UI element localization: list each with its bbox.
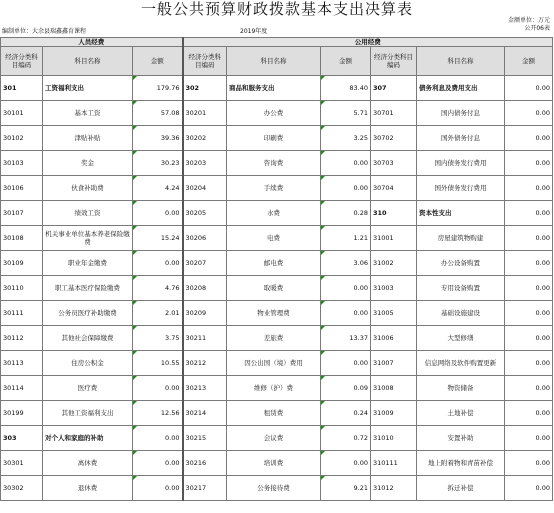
econ-code-cell: 30207 <box>183 251 227 276</box>
fiscal-year: 2019年度 <box>240 28 268 35</box>
table-row <box>1 401 553 426</box>
amount-cell: 0.00 <box>505 201 553 226</box>
table-row <box>1 351 553 376</box>
amount-cell: 0.00 <box>505 276 553 301</box>
item-name-cell: 信息网络及软件购置更新 <box>417 351 505 376</box>
amount-cell: 0.72 <box>321 426 371 451</box>
item-name-cell: 离休费 <box>43 451 133 476</box>
econ-code-cell: 302 <box>183 76 227 101</box>
econ-code-cell: 30215 <box>183 426 227 451</box>
amount-cell: 0.00 <box>321 151 371 176</box>
item-name-cell: 维修（护）费 <box>227 376 321 401</box>
col-item-name-3: 科目名称 <box>417 47 505 76</box>
econ-code-cell: 30199 <box>1 401 43 426</box>
amount-cell: 0.00 <box>505 251 553 276</box>
item-name-cell: 基本工资 <box>43 101 133 126</box>
item-name-cell: 机关事业单位基本养老保险缴费 <box>43 226 133 251</box>
amount-cell: 0.00 <box>133 451 183 476</box>
table-row <box>1 301 553 326</box>
econ-code-cell: 31012 <box>371 476 417 501</box>
econ-code-cell: 30209 <box>183 301 227 326</box>
item-name-cell: 因公出国（境）费用 <box>227 351 321 376</box>
item-name-cell: 物业管理费 <box>227 301 321 326</box>
item-name-cell: 国外债务付息 <box>417 126 505 151</box>
econ-code-cell: 30701 <box>371 101 417 126</box>
econ-code-cell: 31005 <box>371 301 417 326</box>
item-name-cell: 职业年金缴费 <box>43 251 133 276</box>
item-name-cell: 物资储备 <box>417 376 505 401</box>
item-name-cell: 印刷费 <box>227 126 321 151</box>
table-row <box>1 326 553 351</box>
amount-cell: 0.00 <box>505 76 553 101</box>
form-number: 公开06表 <box>524 25 550 32</box>
amount-unit: 金额单位：万元 <box>507 17 550 24</box>
item-name-cell: 专用设备购置 <box>417 276 505 301</box>
amount-cell: 3.75 <box>133 326 183 351</box>
public-header: 公用经费 <box>183 38 553 47</box>
amount-cell: 0.00 <box>133 476 183 501</box>
amount-cell: 83.40 <box>321 76 371 101</box>
econ-code-cell: 30107 <box>1 201 43 226</box>
amount-cell: 0.00 <box>321 176 371 201</box>
item-name-cell: 土地补偿 <box>417 401 505 426</box>
econ-code-cell: 30212 <box>183 351 227 376</box>
item-name-cell: 其他工资福利支出 <box>43 401 133 426</box>
amount-cell: 4.24 <box>133 176 183 201</box>
personnel-header: 人员经费 <box>1 38 183 47</box>
table-row <box>1 426 553 451</box>
col-amount-1: 金额 <box>133 47 183 76</box>
amount-cell: 5.71 <box>321 101 371 126</box>
item-name-cell: 债务利息及费用支出 <box>417 76 505 101</box>
amount-cell: 0.00 <box>505 476 553 501</box>
econ-code-cell: 30203 <box>183 151 227 176</box>
table-row <box>1 76 553 101</box>
amount-cell: 1.21 <box>321 226 371 251</box>
item-name-cell: 津贴补贴 <box>43 126 133 151</box>
amount-cell: 15.24 <box>133 226 183 251</box>
amount-cell: 39.36 <box>133 126 183 151</box>
table-row <box>1 176 553 201</box>
econ-code-cell: 30208 <box>183 276 227 301</box>
item-name-cell: 租赁费 <box>227 401 321 426</box>
item-name-cell: 医疗费 <box>43 376 133 401</box>
item-name-cell: 基础设施建设 <box>417 301 505 326</box>
econ-code-cell: 30206 <box>183 226 227 251</box>
item-name-cell: 伙食补助费 <box>43 176 133 201</box>
amount-cell: 2.01 <box>133 301 183 326</box>
econ-code-cell: 30204 <box>183 176 227 201</box>
amount-cell: 9.21 <box>321 476 371 501</box>
econ-code-cell: 31008 <box>371 376 417 401</box>
econ-code-cell: 30113 <box>1 351 43 376</box>
table-row <box>1 376 553 401</box>
amount-cell: 0.00 <box>133 201 183 226</box>
item-name-cell: 商品和服务支出 <box>227 76 321 101</box>
econ-code-cell: 307 <box>371 76 417 101</box>
econ-code-cell: 31009 <box>371 401 417 426</box>
amount-cell: 13.37 <box>321 326 371 351</box>
col-amount-2: 金额 <box>321 47 371 76</box>
econ-code-cell: 30110 <box>1 276 43 301</box>
econ-code-cell: 30112 <box>1 326 43 351</box>
amount-cell: 0.00 <box>133 426 183 451</box>
item-name-cell: 水费 <box>227 201 321 226</box>
econ-code-cell: 30109 <box>1 251 43 276</box>
amount-cell: 0.00 <box>133 251 183 276</box>
econ-code-cell: 30111 <box>1 301 43 326</box>
econ-code-cell: 30201 <box>183 101 227 126</box>
econ-code-cell: 30101 <box>1 101 43 126</box>
amount-cell: 0.00 <box>505 226 553 251</box>
econ-code-cell: 31001 <box>371 226 417 251</box>
econ-code-cell: 30217 <box>183 476 227 501</box>
item-name-cell: 咨询费 <box>227 151 321 176</box>
amount-cell: 0.00 <box>505 401 553 426</box>
item-name-cell: 奖金 <box>43 151 133 176</box>
item-name-cell: 职工基本医疗保险缴费 <box>43 276 133 301</box>
item-name-cell: 大型修缮 <box>417 326 505 351</box>
col-amount-3: 金额 <box>505 47 553 76</box>
econ-code-cell: 31007 <box>371 351 417 376</box>
econ-code-cell: 31002 <box>371 251 417 276</box>
col-econ-code-3: 经济分类科目编码 <box>371 47 417 76</box>
item-name-cell: 办公费 <box>227 101 321 126</box>
table-row <box>1 126 553 151</box>
item-name-cell: 对个人和家庭的补助 <box>43 426 133 451</box>
item-name-cell: 房屋建筑物购建 <box>417 226 505 251</box>
item-name-cell: 会议费 <box>227 426 321 451</box>
econ-code-cell: 30108 <box>1 226 43 251</box>
econ-code-cell: 30106 <box>1 176 43 201</box>
econ-code-cell: 30205 <box>183 201 227 226</box>
amount-cell: 0.09 <box>321 376 371 401</box>
item-name-cell: 住房公积金 <box>43 351 133 376</box>
expenditure-table <box>0 37 553 501</box>
econ-code-cell: 31010 <box>371 426 417 451</box>
item-name-cell: 差旅费 <box>227 326 321 351</box>
amount-cell: 0.00 <box>321 351 371 376</box>
item-name-cell: 公务员医疗补助缴费 <box>43 301 133 326</box>
item-name-cell: 拆迁补偿 <box>417 476 505 501</box>
amount-cell: 57.08 <box>133 101 183 126</box>
item-name-cell: 国内债务发行费用 <box>417 151 505 176</box>
compiling-agency: 编制单位：大余县瑞鑫鑫育课程 <box>2 28 87 35</box>
econ-code-cell: 30103 <box>1 151 43 176</box>
item-name-cell: 电费 <box>227 226 321 251</box>
item-name-cell: 国外债务发行费用 <box>417 176 505 201</box>
amount-cell: 0.00 <box>505 451 553 476</box>
amount-cell: 0.00 <box>321 451 371 476</box>
item-name-cell: 国内债务付息 <box>417 101 505 126</box>
amount-cell: 0.28 <box>321 201 371 226</box>
econ-code-cell: 30704 <box>371 176 417 201</box>
item-name-cell: 公务接待费 <box>227 476 321 501</box>
amount-cell: 12.56 <box>133 401 183 426</box>
item-name-cell: 资本性支出 <box>417 201 505 226</box>
table-row <box>1 101 553 126</box>
table-row <box>1 226 553 251</box>
item-name-cell: 地上附着物和青苗补偿 <box>417 451 505 476</box>
amount-cell: 0.00 <box>505 426 553 451</box>
econ-code-cell: 30702 <box>371 126 417 151</box>
amount-cell: 0.00 <box>505 101 553 126</box>
report-title: 一般公共预算财政拨款基本支出决算表 <box>140 0 413 18</box>
amount-cell: 0.00 <box>505 151 553 176</box>
econ-code-cell: 30102 <box>1 126 43 151</box>
amount-cell: 0.00 <box>505 326 553 351</box>
amount-cell: 30.23 <box>133 151 183 176</box>
econ-code-cell: 30703 <box>371 151 417 176</box>
amount-cell: 0.00 <box>321 276 371 301</box>
table-row <box>1 251 553 276</box>
econ-code-cell: 31006 <box>371 326 417 351</box>
item-name-cell: 取暖费 <box>227 276 321 301</box>
amount-cell: 0.00 <box>505 301 553 326</box>
col-econ-code-1: 经济分类科目编码 <box>1 47 43 76</box>
amount-cell: 10.55 <box>133 351 183 376</box>
table-row <box>1 151 553 176</box>
item-name-cell: 退休费 <box>43 476 133 501</box>
amount-cell: 0.00 <box>133 376 183 401</box>
econ-code-cell: 30301 <box>1 451 43 476</box>
col-item-name-1: 科目名称 <box>43 47 133 76</box>
col-item-name-2: 科目名称 <box>227 47 321 76</box>
amount-cell: 0.00 <box>505 376 553 401</box>
econ-code-cell: 310 <box>371 201 417 226</box>
amount-cell: 0.00 <box>505 351 553 376</box>
item-name-cell: 培训费 <box>227 451 321 476</box>
item-name-cell: 绩效工资 <box>43 201 133 226</box>
item-name-cell: 安置补助 <box>417 426 505 451</box>
econ-code-cell: 30214 <box>183 401 227 426</box>
econ-code-cell: 30202 <box>183 126 227 151</box>
item-name-cell: 邮电费 <box>227 251 321 276</box>
amount-cell: 0.24 <box>321 401 371 426</box>
amount-cell: 0.00 <box>321 301 371 326</box>
item-name-cell: 其他社会保障缴费 <box>43 326 133 351</box>
amount-cell: 179.76 <box>133 76 183 101</box>
econ-code-cell: 30302 <box>1 476 43 501</box>
econ-code-cell: 30213 <box>183 376 227 401</box>
item-name-cell: 工资福利支出 <box>43 76 133 101</box>
table-row <box>1 201 553 226</box>
col-econ-code-2: 经济分类科目编码 <box>183 47 227 76</box>
econ-code-cell: 303 <box>1 426 43 451</box>
amount-cell: 3.25 <box>321 126 371 151</box>
econ-code-cell: 30216 <box>183 451 227 476</box>
amount-cell: 0.00 <box>505 176 553 201</box>
amount-cell: 4.76 <box>133 276 183 301</box>
amount-cell: 3.06 <box>321 251 371 276</box>
econ-code-cell: 301 <box>1 76 43 101</box>
item-name-cell: 手续费 <box>227 176 321 201</box>
amount-cell: 0.00 <box>505 126 553 151</box>
table-row <box>1 476 553 501</box>
econ-code-cell: 31003 <box>371 276 417 301</box>
table-row <box>1 276 553 301</box>
econ-code-cell: 30211 <box>183 326 227 351</box>
econ-code-cell: 310111 <box>371 451 417 476</box>
econ-code-cell: 30114 <box>1 376 43 401</box>
item-name-cell: 办公设备购置 <box>417 251 505 276</box>
table-row <box>1 451 553 476</box>
